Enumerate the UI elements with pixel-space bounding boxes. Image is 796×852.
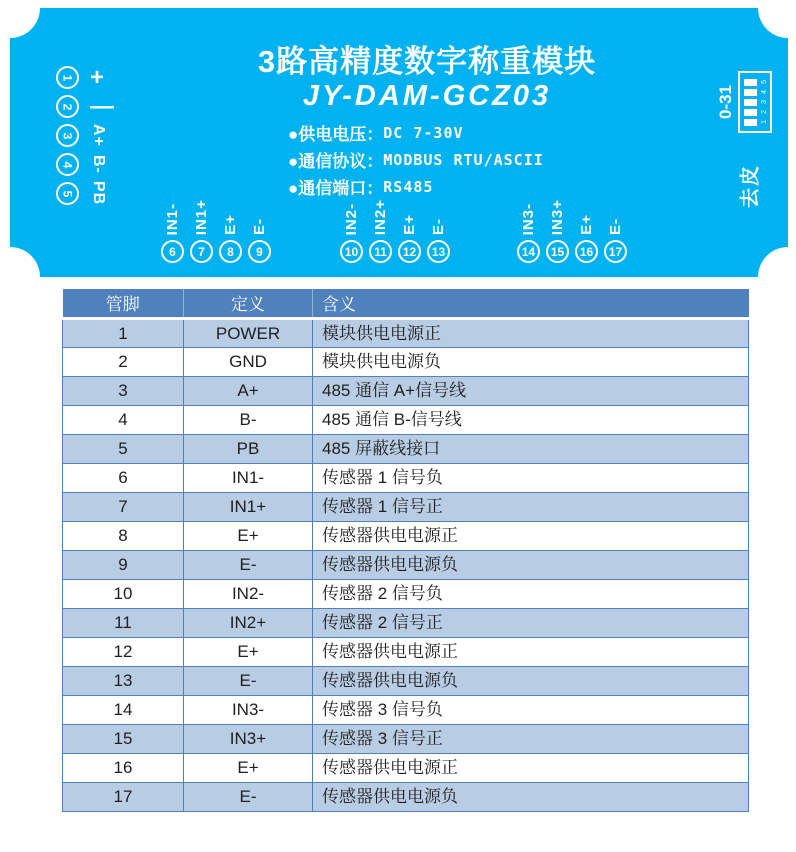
meaning-cell: 传感器 2 信号负 <box>313 579 749 608</box>
spec-list <box>288 119 544 200</box>
dip-switch-number: 5 <box>761 80 768 84</box>
spec-label: ●供电电压： <box>288 125 384 144</box>
dip-switch-number: 3 <box>761 100 768 104</box>
terminal-label: E- <box>430 218 447 235</box>
terminal-circle: 9 <box>248 240 271 263</box>
pin-cell: 15 <box>63 724 184 753</box>
pin-definition-table <box>62 289 749 812</box>
terminal <box>340 203 363 263</box>
pin-cell: 6 <box>63 463 184 492</box>
pin-cell: 16 <box>63 753 184 782</box>
definition-cell: E+ <box>184 753 313 782</box>
terminal-circle: 6 <box>161 240 184 263</box>
pin-cell: 4 <box>63 405 184 434</box>
definition-cell: POWER <box>184 318 313 347</box>
terminal <box>56 63 115 91</box>
definition-cell: IN1- <box>184 463 313 492</box>
pin-cell: 12 <box>63 637 184 666</box>
pin-cell: 7 <box>63 492 184 521</box>
corner-notch <box>10 8 40 38</box>
table-row <box>63 521 749 550</box>
terminal <box>219 214 242 263</box>
terminal <box>56 124 115 147</box>
meaning-cell: 传感器供电电源正 <box>313 753 749 782</box>
spec-value: RS485 <box>383 177 434 196</box>
meaning-cell: 485 通信 A+信号线 <box>313 376 749 405</box>
pin-cell: 5 <box>63 434 184 463</box>
table-row <box>63 695 749 724</box>
terminal-circle: 17 <box>604 240 627 263</box>
spec-line <box>288 119 544 146</box>
definition-cell: PB <box>184 434 313 463</box>
terminal-circle <box>56 95 79 118</box>
terminal-circle: 14 <box>517 240 540 263</box>
meaning-cell: 传感器供电电源负 <box>313 666 749 695</box>
meaning-cell: 传感器供电电源负 <box>313 550 749 579</box>
device-title: 3路高精度数字称重模块 <box>257 44 597 79</box>
spec-label: ●通信端口： <box>288 179 384 198</box>
terminal-group-1 <box>161 199 271 263</box>
meaning-cell: 模块供电电源正 <box>313 318 749 347</box>
meaning-cell: 传感器 3 信号正 <box>313 724 749 753</box>
terminal-label: + <box>90 63 106 91</box>
terminal-label: IN3+ <box>549 198 566 235</box>
terminal <box>517 203 540 263</box>
terminal-label: B- <box>90 155 107 174</box>
meaning-cell: 485 屏蔽线接口 <box>313 434 749 463</box>
table-row <box>63 347 749 376</box>
terminal-circle: 13 <box>427 240 450 263</box>
terminal-label: IN2+ <box>372 198 389 235</box>
table-row <box>63 753 749 782</box>
terminal-label: A+ <box>90 124 107 147</box>
pin-cell: 1 <box>63 318 184 347</box>
column-header-meaning: 含义 <box>313 289 749 318</box>
terminal-circle: 8 <box>219 240 242 263</box>
dip-switch-number: 1 <box>761 120 768 124</box>
meaning-cell: 模块供电电源负 <box>313 347 749 376</box>
dip-switch-number: 2 <box>761 110 768 114</box>
dip-switch-slider <box>744 79 757 86</box>
terminal <box>427 218 450 263</box>
definition-cell: IN1+ <box>184 492 313 521</box>
dip-switch-position <box>742 79 768 86</box>
dip-switch-position <box>742 99 768 106</box>
pin-cell: 14 <box>63 695 184 724</box>
column-header-definition: 定义 <box>184 289 313 318</box>
pin-cell: 8 <box>63 521 184 550</box>
terminal-circle: 12 <box>398 240 421 263</box>
definition-cell: E- <box>184 666 313 695</box>
definition-cell: E- <box>184 550 313 579</box>
terminal <box>604 218 627 263</box>
terminal-label: IN1- <box>164 202 181 235</box>
corner-notch <box>758 247 788 277</box>
table-row <box>63 463 749 492</box>
device-model: JY-DAM-GCZ03 <box>302 80 552 112</box>
table-row <box>63 405 749 434</box>
terminal-label: — <box>90 92 115 120</box>
terminal-label: E- <box>607 218 624 235</box>
terminal-group-2 <box>340 199 450 263</box>
dip-switch-position <box>742 119 768 126</box>
terminal-label: IN2- <box>343 202 360 235</box>
terminal <box>56 92 115 120</box>
terminal-number: 5 <box>60 190 75 197</box>
table-row <box>63 608 749 637</box>
spec-line <box>288 173 544 200</box>
left-terminal-column <box>56 63 115 206</box>
meaning-cell: 传感器供电电源正 <box>313 637 749 666</box>
meaning-cell: 传感器供电电源负 <box>313 782 749 811</box>
table-row <box>63 782 749 811</box>
terminal-number: 1 <box>60 74 75 81</box>
table-row <box>63 724 749 753</box>
terminal-circle: 7 <box>190 240 213 263</box>
tare-label: 去皮 <box>739 164 762 208</box>
meaning-cell: 传感器 1 信号正 <box>313 492 749 521</box>
terminal-label: E+ <box>578 214 595 235</box>
meaning-cell: 传感器 1 信号负 <box>313 463 749 492</box>
terminal-label: IN1+ <box>193 198 210 235</box>
spec-line <box>288 146 544 173</box>
terminal-label: PB <box>90 181 107 206</box>
spec-label: ●通信协议： <box>288 152 384 171</box>
pin-cell: 13 <box>63 666 184 695</box>
terminal-circle: 11 <box>369 240 392 263</box>
dip-switch <box>738 71 772 133</box>
spec-value: DC 7-30V <box>383 123 464 142</box>
terminal <box>369 199 392 263</box>
terminal <box>546 199 569 263</box>
dip-switch-number: 4 <box>761 90 768 94</box>
terminal-circle: 16 <box>575 240 598 263</box>
column-header-pin: 管脚 <box>63 289 184 318</box>
spec-value: MODBUS RTU/ASCII <box>383 150 544 169</box>
pin-cell: 9 <box>63 550 184 579</box>
terminal <box>248 218 271 263</box>
dip-switch-slider <box>744 99 757 106</box>
terminal-number: 2 <box>60 103 75 110</box>
definition-cell: E+ <box>184 521 313 550</box>
definition-cell: GND <box>184 347 313 376</box>
table-row <box>63 579 749 608</box>
table-row <box>63 550 749 579</box>
device-panel <box>10 8 788 277</box>
terminal-label: E+ <box>222 214 239 235</box>
definition-cell: IN3+ <box>184 724 313 753</box>
definition-cell: E- <box>184 782 313 811</box>
definition-cell: IN2- <box>184 579 313 608</box>
table-row <box>63 666 749 695</box>
terminal-label: E+ <box>401 214 418 235</box>
pin-cell: 3 <box>63 376 184 405</box>
meaning-cell: 传感器供电电源正 <box>313 521 749 550</box>
meaning-cell: 传感器 3 信号负 <box>313 695 749 724</box>
table-row <box>63 492 749 521</box>
terminal-group-3 <box>517 199 627 263</box>
terminal-circle <box>56 153 79 176</box>
terminal-circle: 10 <box>340 240 363 263</box>
terminal-circle: 15 <box>546 240 569 263</box>
definition-cell: A+ <box>184 376 313 405</box>
terminal <box>575 214 598 263</box>
terminal-number: 4 <box>60 161 75 168</box>
dip-switch-slider <box>744 89 757 96</box>
definition-cell: E+ <box>184 637 313 666</box>
pin-table-body <box>63 318 749 811</box>
terminal <box>398 214 421 263</box>
terminal-number: 3 <box>60 132 75 139</box>
pin-cell: 11 <box>63 608 184 637</box>
table-row <box>63 318 749 347</box>
terminal <box>161 203 184 263</box>
dip-range-label: 0-31 <box>716 84 735 120</box>
corner-notch <box>758 8 788 38</box>
meaning-cell: 传感器 2 信号正 <box>313 608 749 637</box>
dip-switch-position <box>742 89 768 96</box>
definition-cell: B- <box>184 405 313 434</box>
terminal-circle <box>56 124 79 147</box>
table-header-row <box>63 289 749 318</box>
pin-cell: 2 <box>63 347 184 376</box>
table-row <box>63 376 749 405</box>
meaning-cell: 485 通信 B-信号线 <box>313 405 749 434</box>
corner-notch <box>10 247 40 277</box>
terminal-label: IN3- <box>520 202 537 235</box>
dip-switch-position <box>742 109 768 116</box>
terminal-circle <box>56 66 79 89</box>
terminal <box>190 199 213 263</box>
pin-cell: 17 <box>63 782 184 811</box>
terminal-circle <box>56 182 79 205</box>
dip-switch-slider <box>744 109 757 116</box>
table-row <box>63 637 749 666</box>
dip-switch-slider <box>744 119 757 126</box>
terminal <box>56 153 115 176</box>
terminal <box>56 182 115 205</box>
terminal-label: E- <box>251 218 268 235</box>
pin-cell: 10 <box>63 579 184 608</box>
definition-cell: IN2+ <box>184 608 313 637</box>
table-row <box>63 434 749 463</box>
definition-cell: IN3- <box>184 695 313 724</box>
